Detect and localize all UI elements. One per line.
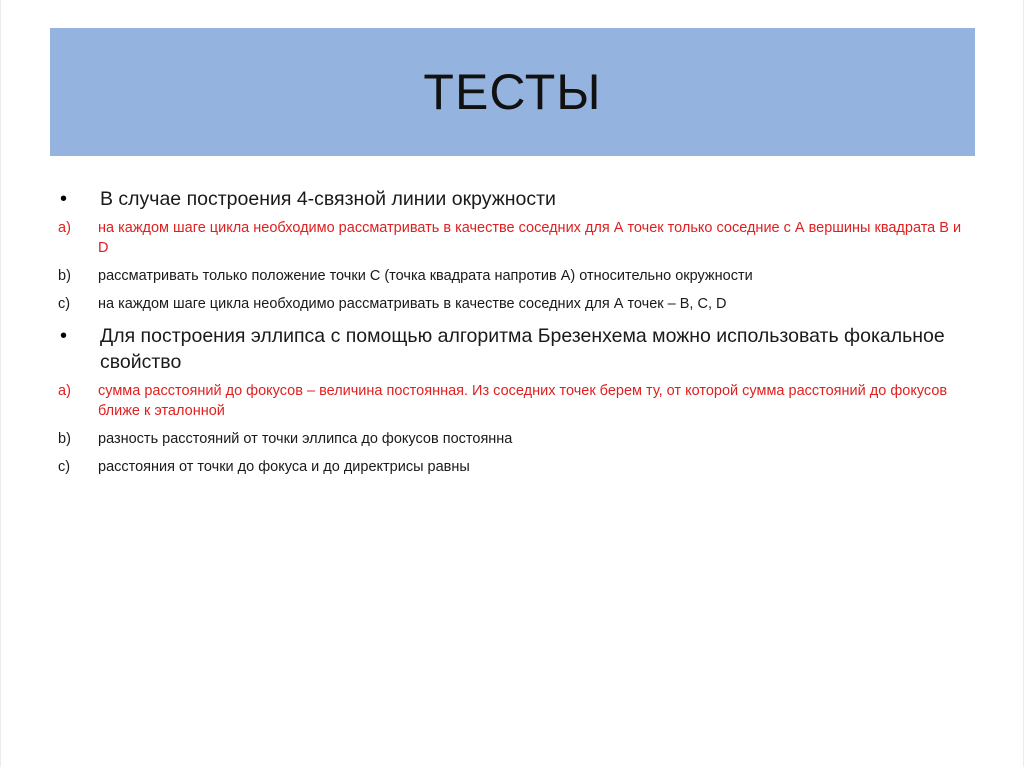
answer-text: на каждом шаге цикла необходимо рассматривать в качестве соседних для А точек только соседние с А вершины квадрата B и D xyxy=(98,220,962,256)
answer-text: рассматривать только положение точки С (точка квадрата напротив А) относительно окружности xyxy=(98,268,753,284)
question-1-answer-c xyxy=(58,294,968,314)
answer-text: расстояния от точки до фокуса и до директрисы равны xyxy=(98,459,470,475)
answer-text: на каждом шаге цикла необходимо рассматривать в качестве соседних для А точек – В, С, D xyxy=(98,296,727,312)
answer-marker: b) xyxy=(58,268,71,284)
question-1-answer-a xyxy=(58,218,968,258)
answer-text: сумма расстояний до фокусов – величина постоянная. Из соседних точек берем ту, от которой сумма расстояний до фокусов ближе к эталонной xyxy=(98,383,948,419)
answer-marker: c) xyxy=(58,296,71,312)
question-1 xyxy=(58,186,968,212)
title-band xyxy=(50,28,975,156)
slide-content xyxy=(58,186,968,485)
question-1-answer-b xyxy=(58,266,968,286)
question-2-answer-b xyxy=(58,429,968,449)
question-2-answer-c xyxy=(58,457,968,477)
answer-marker: b) xyxy=(58,431,71,447)
answer-marker: a) xyxy=(58,383,71,399)
bullet-marker: • xyxy=(60,325,68,347)
answer-marker: a) xyxy=(58,220,71,236)
question-2-answer-a xyxy=(58,381,968,421)
answer-text: разность расстояний от точки эллипса до фокусов постоянна xyxy=(98,431,513,447)
question-text: Для построения эллипса с помощью алгоритма Брезенхема можно использовать фокальное свойство xyxy=(100,325,945,373)
bullet-marker: • xyxy=(60,188,68,210)
question-2 xyxy=(58,323,968,375)
question-text: В случае построения 4-связной линии окружности xyxy=(100,188,556,210)
slide-title: ТЕСТЫ xyxy=(423,64,602,120)
answer-marker: c) xyxy=(58,459,71,475)
